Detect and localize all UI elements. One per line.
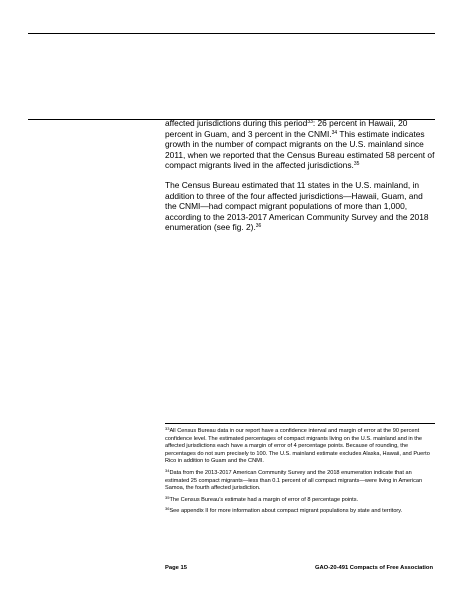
footnote-rule (165, 423, 435, 424)
paragraph-1-text: : 26 percent in Hawaii, 20 percent in Guam, and 3 percent in the CNMI. (165, 118, 408, 139)
footnote-ref-34[interactable]: 34 (331, 129, 338, 136)
page-number: Page 15 (165, 565, 187, 571)
footnote-number: 36 (165, 506, 170, 512)
footnote-number: 35 (165, 494, 170, 500)
footnote-ref-35[interactable]: 35 (353, 161, 360, 168)
paragraph-1-text: This estimate indicates growth in the number of compact migrants on the U.S. mainland since 2011, when we reported that the Census Bureau estimated 58 percent of compact migrants lived in the affected jurisdictions. (165, 128, 435, 171)
paragraph-1 (165, 118, 435, 171)
paragraph-1-text: affected jurisdictions during this period (165, 118, 308, 128)
body-text (165, 118, 435, 242)
footnote-ref-33[interactable]: 33 (307, 119, 313, 125)
report-identifier: GAO-20-491 Compacts of Free Association (314, 565, 433, 571)
footnote-number: 33 (165, 426, 170, 431)
footnote-text: The Census Bureau’s estimate had a margin of error of 8 percentage points. (169, 496, 359, 503)
footnote-34 (165, 467, 435, 493)
paragraph-2-text: The Census Bureau estimated that 11 states in the U.S. mainland, in addition to three of the four affected jurisdictions—Hawaii, Guam, and the CNMI—had compact migrant populations of more than 1,000, according to the 2013-2017 American Community Survey and the 2018 enumeration (see fig. 2). (165, 179, 429, 233)
footnote-36 (165, 508, 435, 516)
footnotes (165, 428, 435, 520)
footnote-text: All Census Bureau data in our report have a confidence interval and margin of error at the 90 percent confidence level. The estimated percentages of compact migrants living on the U.S. mainland and in the affected jurisdictions each have a margin of error of 4 percentage points. Because of rounding, the percentages do not sum precisely to 100. The U.S. mainland estimate excludes Alaska, Hawaii, and Puerto Rico in addition to Guam and the CNMI. (165, 428, 430, 465)
header-rule (28, 33, 435, 34)
footnote-text: Data from the 2013-2017 American Community Survey and the 2018 enumeration indicate that an estimated 25 compact migrants—less than 0.1 percent of all compact migrants—were living in American Samoa, the fourth affected jurisdiction. (165, 469, 423, 492)
footnote-number: 34 (165, 467, 170, 473)
footnote-ref-36[interactable]: 36 (255, 223, 262, 230)
footnote-text: See appendix II for more information about compact migrant populations by state and territory. (169, 508, 403, 515)
footnote-33 (165, 428, 435, 466)
footnote-35 (165, 494, 435, 505)
paragraph-2 (165, 180, 435, 233)
